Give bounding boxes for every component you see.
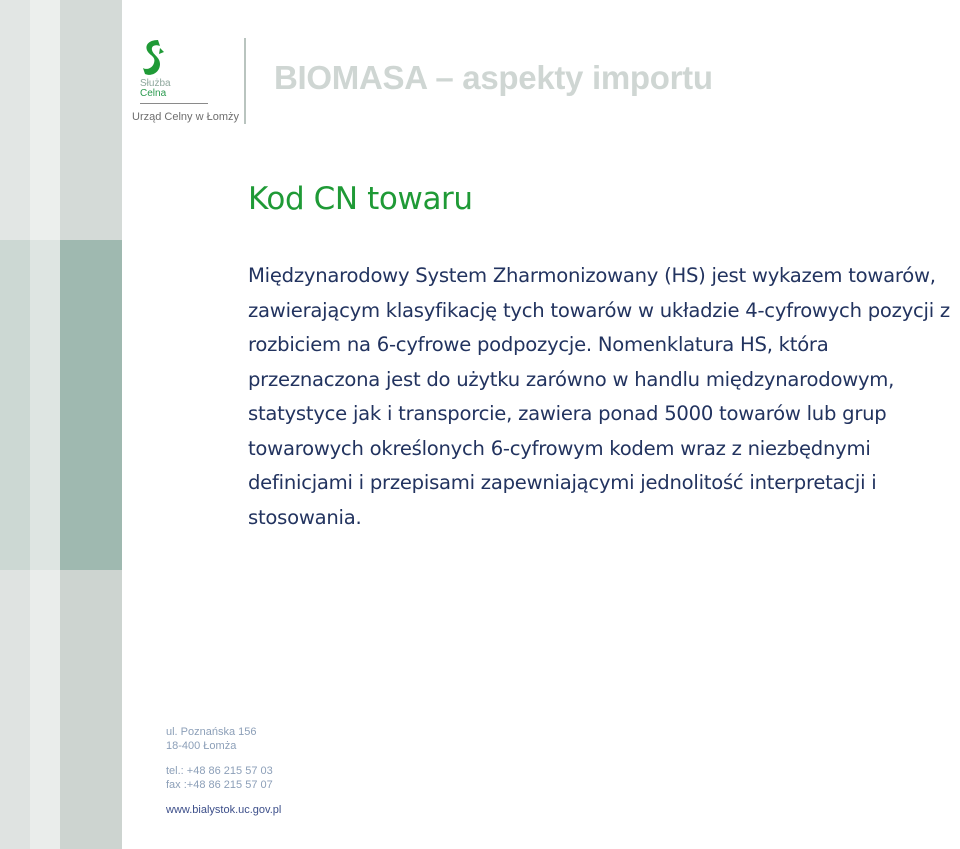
section-body: Międzynarodowy System Zharmonizowany (HS) jest wykazem towarów, zawierającym klasyfikację tych towarów w układzie 4-cyfrowych pozycji z rozbiciem na 6-cyfrowe podpozycje. Nomenklatura HS, która przeznaczona jest do użytku zarówno w handlu międzynarodowym, statystyce jak i transporcie, zawiera ponad 5000 towarów lub grup towarowych określonych 6-cyfrowym kodem wraz z niezbędnymi definicjami i przepisami zapewniającymi jednolitość interpretacji i stosowania. <box>248 264 950 529</box>
footer-street: ul. Poznańska 156 <box>166 726 257 738</box>
brand-line1: Służba <box>140 78 171 89</box>
section-title: Kod CN towaru <box>248 181 473 217</box>
footer-city: 18-400 Łomża <box>166 739 237 752</box>
brand-divider <box>140 103 208 104</box>
footer-website-link[interactable]: www.bialystok.uc.gov.pl <box>166 804 282 816</box>
office-name: Urząd Celny w Łomży <box>132 111 239 123</box>
footer-tel: tel.: +48 86 215 57 03 <box>166 765 273 777</box>
customs-logo-icon <box>138 38 168 78</box>
footer-fax: fax :+48 86 215 57 07 <box>166 778 273 791</box>
footer-contact <box>166 726 281 818</box>
header-divider <box>244 38 246 124</box>
header-title: BIOMASA – aspekty importu <box>274 59 713 96</box>
brand-line2: Celna <box>140 88 167 99</box>
left-decorative-stripe <box>0 0 122 849</box>
